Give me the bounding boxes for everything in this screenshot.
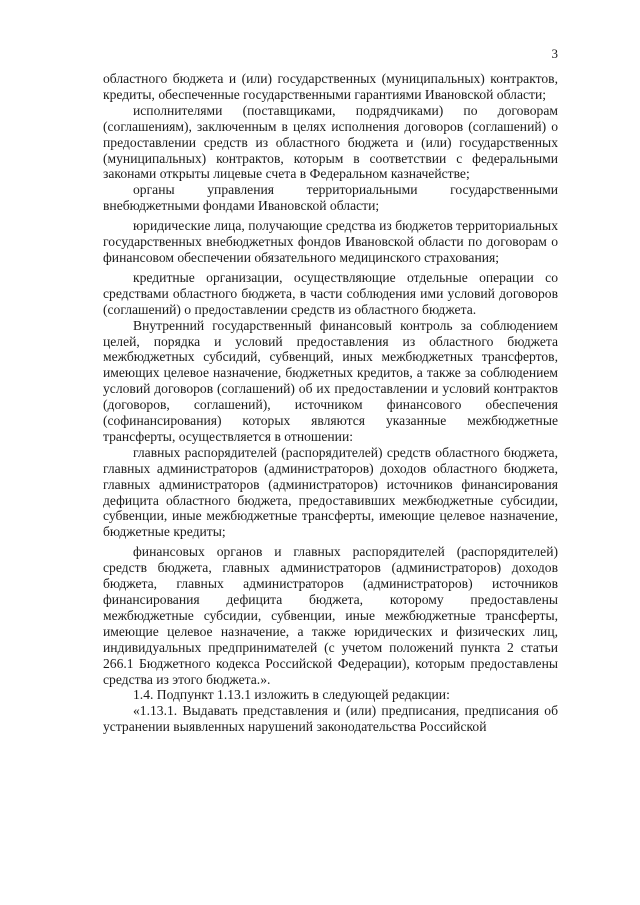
paragraph: «1.13.1. Выдавать представления и (или) предписания, предписания об устранении выявленных нарушений законодательства Российской [103, 703, 558, 735]
paragraph: юридические лица, получающие средства из бюджетов территориальных государственных внебюджетных фондов Ивановской области по договорам о финансовом обеспечении обязательного медицинского страхования; [103, 218, 558, 265]
paragraph: финансовых органов и главных распорядителей (распорядителей) средств бюджета, главных администраторов (администраторов) доходов бюджета, главных администраторов (администраторов) источников финансирования дефицита бюджета, которому предоставлены межбюджетные субсидии, субвенции, иные межбюджетные трансферты, имеющие целевое назначение, а также юридических и физических лиц, индивидуальных предпринимателей (с учетом положений пункта 2 статьи 266.1 Бюджетного кодекса Российской Федерации), которым предоставлены средства из этого бюджета.». [103, 544, 558, 687]
document-body [103, 71, 558, 735]
paragraph: Внутренний государственный финансовый контроль за соблюдением целей, порядка и условий предоставления из областного бюджета межбюджетных субсидий, субвенций, иных межбюджетных трансфертов, имеющих целевое назначение, бюджетных кредитов, а также за соблюдением условий договоров (соглашений) об их предоставлении и условий контрактов (договоров, соглашений), источником финансового обеспечения (софинансирования) которых являются указанные межбюджетные трансферты, осуществляется в отношении: [103, 317, 558, 444]
paragraph: главных распорядителей (распорядителей) средств областного бюджета, главных администраторов (администраторов) доходов областного бюджета, главных администраторов (администраторов) источников финансирования дефицита областного бюджета, предоставивших межбюджетные субсидии, субвенции, иные межбюджетные трансферты, имеющие целевое назначение, бюджетные кредиты; [103, 444, 558, 540]
paragraph: органы управления территориальными государственными внебюджетными фондами Ивановской области; [103, 182, 558, 214]
paragraph: кредитные организации, осуществляющие отдельные операции со средствами областного бюджета, в части соблюдения ими условий договоров (соглашений) о предоставлении средств из областного бюджета. [103, 269, 558, 317]
paragraph: областного бюджета и (или) государственных (муниципальных) контрактов, кредиты, обеспеченные государственными гарантиями Ивановской области; [103, 71, 558, 102]
paragraph: исполнителями (поставщиками, подрядчиками) по договорам (соглашениям), заключенным в целях исполнения договоров (соглашений) о предоставлении средств из областного бюджета и (или) государственных (муниципальных) контрактов, которым в соответствии с федеральными законами открыты лицевые счета в Федеральном казначействе; [103, 102, 558, 182]
page-number: 3 [551, 46, 558, 61]
paragraph: 1.4. Подпункт 1.13.1 изложить в следующей редакции: [133, 687, 450, 703]
